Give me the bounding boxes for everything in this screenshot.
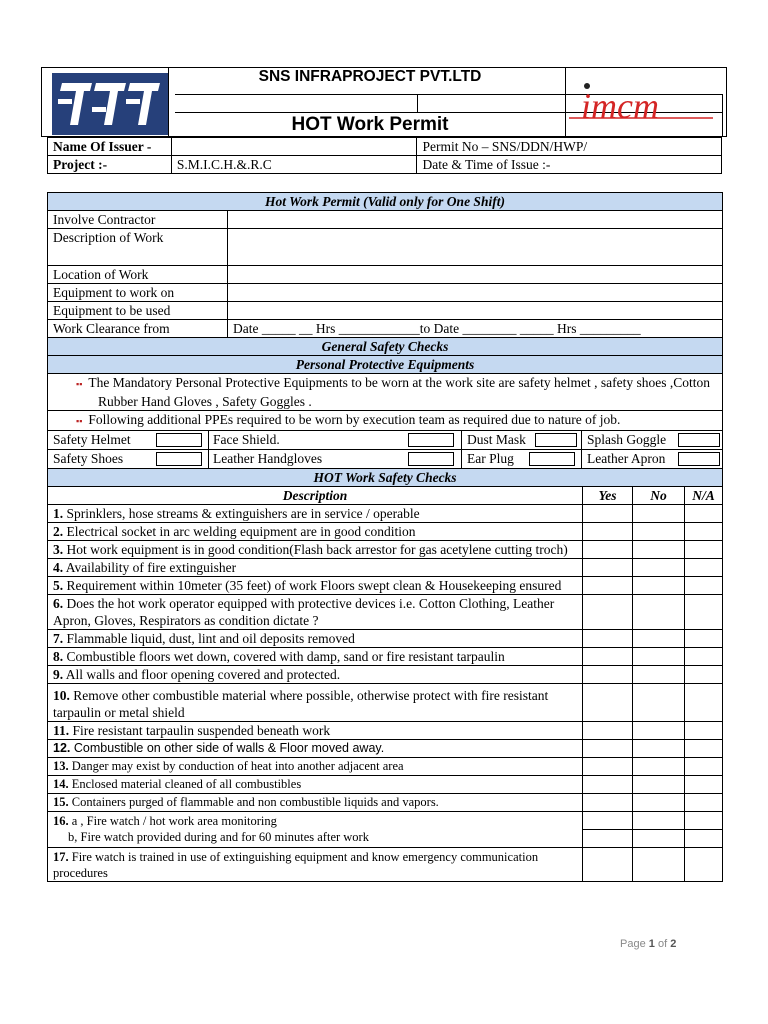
leather-apron-checkbox[interactable] xyxy=(678,452,720,466)
section-heading xyxy=(48,469,723,487)
check-item: 4. Availability of fire extinguisher xyxy=(48,559,583,577)
table-row xyxy=(48,740,723,758)
ppe-label: Dust Mask xyxy=(467,432,526,447)
check-no-cell[interactable] xyxy=(633,722,685,740)
table-row xyxy=(48,648,723,666)
ear-plug-checkbox[interactable] xyxy=(529,452,575,466)
list-item: ▪▪ Following additional PPEs required to be worn by execution team as required due to nature of job. xyxy=(48,411,723,431)
table-row xyxy=(48,577,723,595)
ppe-heading: Personal Protective Equipments xyxy=(48,356,723,374)
table-row xyxy=(48,211,723,229)
check-no-cell[interactable] xyxy=(633,740,685,758)
ppe-row xyxy=(48,431,723,450)
header-divider xyxy=(722,94,723,137)
table-row xyxy=(48,156,722,174)
ppe-row xyxy=(48,450,723,469)
ppe-label: Ear Plug xyxy=(467,451,514,466)
check-yes-cell[interactable] xyxy=(583,830,633,848)
dust-mask-checkbox[interactable] xyxy=(535,433,577,447)
check-item: 5. Requirement within 10meter (35 feet) of work Floors swept clean & Housekeeping ensured xyxy=(48,577,583,595)
leather-handgloves-checkbox[interactable] xyxy=(408,452,454,466)
check-item: 15. Containers purged of flammable and non combustible liquids and vapors. xyxy=(48,794,583,812)
field-label: Location of Work xyxy=(48,266,228,284)
project-label: Project :- xyxy=(48,156,172,174)
field-label: Work Clearance from xyxy=(48,320,228,338)
check-na-cell[interactable] xyxy=(685,758,723,776)
general-heading: General Safety Checks xyxy=(48,338,723,356)
issuer-name-value[interactable] xyxy=(171,138,417,156)
table-row xyxy=(48,812,723,830)
checks-heading: HOT Work Safety Checks xyxy=(48,469,723,487)
check-item: 12. Combustible on other side of walls & Floor moved away. xyxy=(48,740,583,758)
check-na-cell[interactable] xyxy=(685,740,723,758)
check-yes-cell[interactable] xyxy=(583,666,633,684)
contractor-input[interactable] xyxy=(228,211,723,229)
check-na-cell[interactable] xyxy=(685,812,723,830)
check-yes-cell[interactable] xyxy=(583,559,633,577)
table-row xyxy=(48,302,723,320)
check-na-cell[interactable] xyxy=(685,684,723,722)
ppe-label: Splash Goggle xyxy=(587,432,667,447)
ppe-label: Safety Helmet xyxy=(53,432,131,447)
field-label: Involve Contractor xyxy=(48,211,228,229)
splash-goggle-checkbox[interactable] xyxy=(678,433,720,447)
check-no-cell[interactable] xyxy=(633,848,685,882)
section-heading xyxy=(48,338,723,356)
header-divider xyxy=(168,67,169,137)
check-no-cell[interactable] xyxy=(633,684,685,722)
check-item: 10. Remove other combustible material where possible, otherwise protect with fire resistant tarpaulin or metal shield xyxy=(48,684,583,722)
check-yes-cell[interactable] xyxy=(583,794,633,812)
company-logo xyxy=(52,73,168,135)
table-row xyxy=(48,523,723,541)
check-yes-cell[interactable] xyxy=(583,577,633,595)
check-na-cell[interactable] xyxy=(685,559,723,577)
check-yes-cell[interactable] xyxy=(583,812,633,830)
permit-heading: Hot Work Permit (Valid only for One Shift) xyxy=(48,193,723,211)
page-footer: Page 1 of 2 xyxy=(620,938,677,950)
ppe-label: Safety Shoes xyxy=(53,451,124,466)
field-label: Equipment to work on xyxy=(48,284,228,302)
check-no-cell[interactable] xyxy=(633,577,685,595)
check-yes-cell[interactable] xyxy=(583,848,633,882)
check-yes-cell[interactable] xyxy=(583,595,633,630)
check-item: 14. Enclosed material cleaned of all combustibles xyxy=(48,776,583,794)
project-value[interactable]: S.M.I.C.H.&.R.C xyxy=(171,156,417,174)
location-input[interactable] xyxy=(228,266,723,284)
table-row xyxy=(48,284,723,302)
table-row xyxy=(48,374,723,411)
check-yes-cell[interactable] xyxy=(583,722,633,740)
field-label: Description of Work xyxy=(48,229,228,266)
bullet-icon: ▪▪ xyxy=(76,379,83,389)
description-input[interactable] xyxy=(228,229,723,266)
check-no-cell[interactable] xyxy=(633,559,685,577)
ppe-label: Face Shield. xyxy=(213,432,280,447)
equipment-used-input[interactable] xyxy=(228,302,723,320)
check-no-cell[interactable] xyxy=(633,505,685,523)
ppe-label: Leather Apron xyxy=(587,451,666,466)
check-yes-cell[interactable] xyxy=(583,740,633,758)
issue-date-time[interactable]: Date & Time of Issue :- xyxy=(417,156,722,174)
table-row xyxy=(48,229,723,266)
check-item: 11. Fire resistant tarpaulin suspended beneath work xyxy=(48,722,583,740)
col-na: N/A xyxy=(685,487,723,505)
table-row xyxy=(48,541,723,559)
header-divider xyxy=(565,67,566,137)
table-row xyxy=(48,684,723,722)
table-row xyxy=(48,758,723,776)
check-no-cell[interactable] xyxy=(633,794,685,812)
check-no-cell[interactable] xyxy=(633,776,685,794)
check-no-cell[interactable] xyxy=(633,523,685,541)
issuer-table xyxy=(47,137,722,174)
check-yes-cell[interactable] xyxy=(583,505,633,523)
check-item-16: 16. a , Fire watch / hot work area monitoring b, Fire watch provided during and for 60 minutes after work xyxy=(48,812,583,848)
check-list xyxy=(48,505,723,812)
check-yes-cell[interactable] xyxy=(583,758,633,776)
check-no-cell[interactable] xyxy=(633,830,685,848)
permit-number[interactable]: Permit No – SNS/DDN/HWP/ xyxy=(417,138,722,156)
check-na-cell[interactable] xyxy=(685,848,723,882)
imcm-logo-text: imcm xyxy=(581,86,659,126)
check-na-cell[interactable] xyxy=(685,595,723,630)
col-yes: Yes xyxy=(583,487,633,505)
permit-table xyxy=(47,192,723,882)
field-label: Equipment to be used xyxy=(48,302,228,320)
table-row xyxy=(48,320,723,338)
ppe-label: Leather Handgloves xyxy=(213,451,323,466)
table-row xyxy=(48,411,723,431)
check-na-cell[interactable] xyxy=(685,776,723,794)
check-item: 1. Sprinklers, hose streams & extinguishers are in service / operable xyxy=(48,505,583,523)
section-heading xyxy=(48,193,723,211)
check-na-cell[interactable] xyxy=(685,722,723,740)
check-item: 2. Electrical socket in arc welding equipment are in good condition xyxy=(48,523,583,541)
check-yes-cell[interactable] xyxy=(583,523,633,541)
column-header-row xyxy=(48,487,723,505)
check-na-cell[interactable] xyxy=(685,523,723,541)
check-yes-cell[interactable] xyxy=(583,776,633,794)
check-na-cell[interactable] xyxy=(685,794,723,812)
check-yes-cell[interactable] xyxy=(583,648,633,666)
table-row xyxy=(48,505,723,523)
list-item: ▪▪ The Mandatory Personal Protective Equipments to be worn at the work site are safety helmet , safety shoes ,Cotton Rubber Hand Gloves , Safety Goggles . xyxy=(48,374,723,411)
table-row xyxy=(48,266,723,284)
col-no: No xyxy=(633,487,685,505)
check-no-cell[interactable] xyxy=(633,541,685,559)
section-heading xyxy=(48,356,723,374)
table-row xyxy=(48,722,723,740)
imcm-logo xyxy=(567,78,717,130)
safety-shoes-checkbox[interactable] xyxy=(156,452,202,466)
check-na-cell[interactable] xyxy=(685,541,723,559)
header-divider xyxy=(417,94,418,112)
table-row xyxy=(48,630,723,648)
check-yes-cell[interactable] xyxy=(583,541,633,559)
table-row xyxy=(48,776,723,794)
check-yes-cell[interactable] xyxy=(583,630,633,648)
check-na-cell[interactable] xyxy=(685,648,723,666)
check-na-cell[interactable] xyxy=(685,577,723,595)
table-row xyxy=(48,666,723,684)
check-no-cell[interactable] xyxy=(633,648,685,666)
check-item: 7. Flammable liquid, dust, lint and oil deposits removed xyxy=(48,630,583,648)
table-row xyxy=(48,559,723,577)
table-row xyxy=(48,848,723,882)
face-shield-checkbox[interactable] xyxy=(408,433,454,447)
col-description: Description xyxy=(48,487,583,505)
table-row xyxy=(48,794,723,812)
clearance-input[interactable]: Date _____ __ Hrs ____________to Date ________ _____ Hrs _________ xyxy=(228,320,723,338)
check-na-cell[interactable] xyxy=(685,630,723,648)
check-no-cell[interactable] xyxy=(633,666,685,684)
check-item-17: 17. Fire watch is trained in use of extinguishing equipment and know emergency communication procedures xyxy=(48,848,583,882)
issuer-name-label: Name Of Issuer - xyxy=(48,138,172,156)
check-na-cell[interactable] xyxy=(685,830,723,848)
check-item: 6. Does the hot work operator equipped with protective devices i.e. Cotton Clothing, Leather Apron, Gloves, Respirators as condition dictate ? xyxy=(48,595,583,630)
table-row xyxy=(48,595,723,630)
company-name: SNS INFRAPROJECT PVT.LTD xyxy=(258,68,482,85)
safety-helmet-checkbox[interactable] xyxy=(156,433,202,447)
equipment-on-input[interactable] xyxy=(228,284,723,302)
check-yes-cell[interactable] xyxy=(583,684,633,722)
check-item: 13. Danger may exist by conduction of heat into another adjacent area xyxy=(48,758,583,776)
check-na-cell[interactable] xyxy=(685,666,723,684)
check-item: 3. Hot work equipment is in good condition(Flash back arrestor for gas acetylene cutting troch) xyxy=(48,541,583,559)
table-row xyxy=(48,138,722,156)
bullet-icon: ▪▪ xyxy=(76,416,83,426)
check-no-cell[interactable] xyxy=(633,595,685,630)
check-item: 9. All walls and floor opening covered and protected. xyxy=(48,666,583,684)
check-no-cell[interactable] xyxy=(633,758,685,776)
check-na-cell[interactable] xyxy=(685,505,723,523)
check-no-cell[interactable] xyxy=(633,630,685,648)
page-title: HOT Work Permit xyxy=(291,114,449,135)
check-item: 8. Combustible floors wet down, covered with damp, sand or fire resistant tarpaulin xyxy=(48,648,583,666)
check-no-cell[interactable] xyxy=(633,812,685,830)
